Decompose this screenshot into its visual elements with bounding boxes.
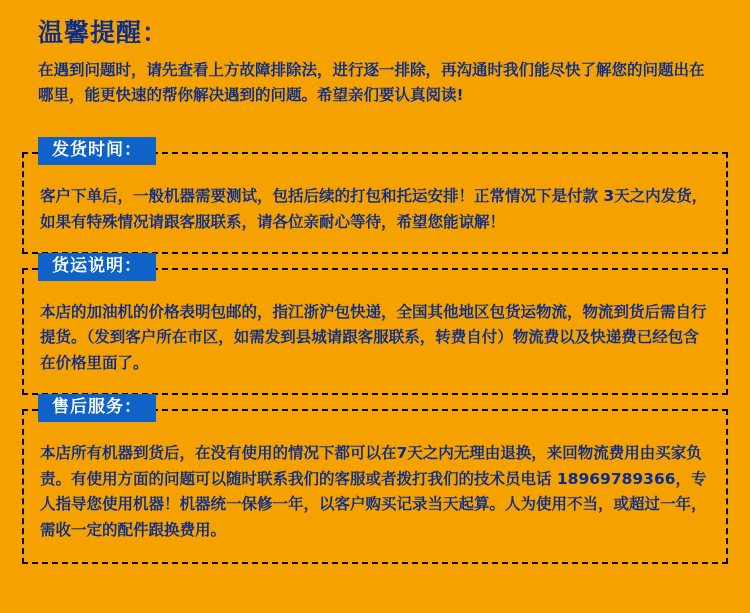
section-body-shipping-time: 客户下单后，一般机器需要测试，包括后续的打包和托运安排！正常情况下是付款 3天之内发货，如果有特殊情况请跟客服联系，请各位亲耐心等待，希望您能谅解！: [40, 187, 708, 231]
section-freight-note: [22, 255, 728, 395]
page-title: 温馨提醒：: [38, 18, 169, 47]
sections-list: [0, 140, 750, 563]
section-badge-after-sales: 售后服务：: [38, 394, 156, 422]
section-badge-freight-note: 货运说明：: [38, 253, 156, 281]
section-body-freight-note: 本店的加油机的价格表明包邮的，指江浙沪包快递，全国其他地区包货运物流，物流到货后需自行提货。（发到客户所在市区，如需发到县城请跟客服联系，转费自付）物流费以及快递费已经包含在价格里面了。: [40, 302, 707, 373]
intro-block: [0, 0, 750, 108]
intro-text: 在遇到问题时，请先查看上方故障排除法，进行逐一排除，再沟通时我们能尽快了解您的问题出在哪里，能更快速的帮你解决遇到的问题。希望亲们要认真阅读!: [38, 61, 705, 105]
section-after-sales: [22, 396, 728, 564]
section-body-after-sales: 本店所有机器到货后，在没有使用的情况下都可以在7天之内无理由退换，来回物流费用由买家负责。有使用方面的问题可以随时联系我们的客服或者拨打我们的技术员电话 18969789366，专人指导您使用机器！机器统一保修一年，以客户购买记录当天起算。人为使用不当，或超过一年，需收一定的配件跟换费用。: [40, 443, 707, 539]
section-badge-shipping-time: 发货时间：: [38, 137, 156, 165]
section-shipping-time: [22, 140, 728, 253]
